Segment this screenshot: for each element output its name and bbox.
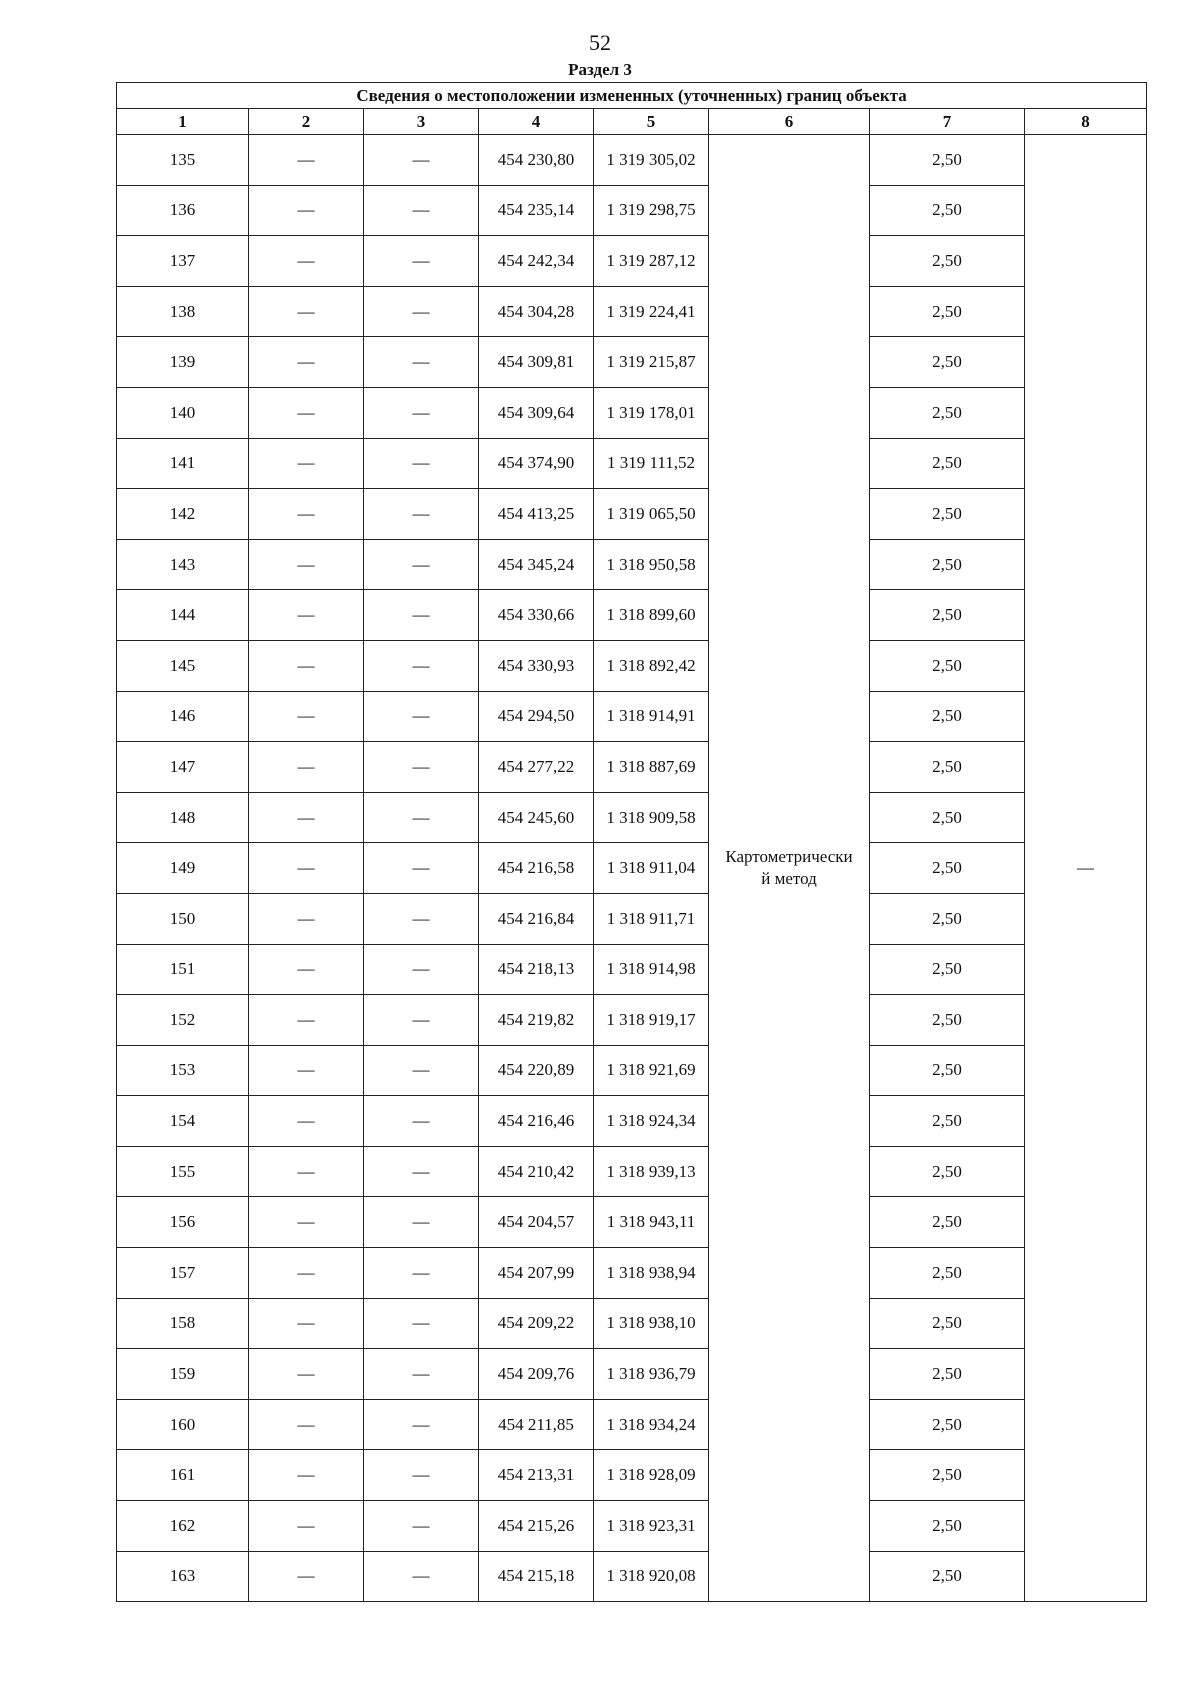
table-row — [117, 1197, 1147, 1248]
point-number-cell: 144 — [117, 590, 249, 641]
accuracy-cell: 2,50 — [870, 1501, 1025, 1552]
table-row — [117, 893, 1147, 944]
accuracy-cell: 2,50 — [870, 539, 1025, 590]
y-coordinate-cell: 1 318 909,58 — [594, 792, 709, 843]
column-2-cell: — — [249, 1450, 364, 1501]
column-header: 4 — [479, 109, 594, 135]
column-3-cell: — — [364, 1045, 479, 1096]
x-coordinate-cell: 454 209,22 — [479, 1298, 594, 1349]
point-number-cell: 147 — [117, 742, 249, 793]
column-3-cell: — — [364, 135, 479, 186]
column-3-cell: — — [364, 843, 479, 894]
method-text-line-1: Картометрически — [725, 847, 853, 867]
y-coordinate-cell: 1 319 298,75 — [594, 185, 709, 236]
x-coordinate-cell: 454 245,60 — [479, 792, 594, 843]
point-number-cell: 136 — [117, 185, 249, 236]
x-coordinate-cell: 454 204,57 — [479, 1197, 594, 1248]
column-3-cell: — — [364, 590, 479, 641]
table-row — [117, 843, 1147, 894]
column-3-cell: — — [364, 1197, 479, 1248]
column-3-cell: — — [364, 539, 479, 590]
y-coordinate-cell: 1 319 305,02 — [594, 135, 709, 186]
table-row — [117, 1096, 1147, 1147]
column-2-cell: — — [249, 843, 364, 894]
y-coordinate-cell: 1 318 911,71 — [594, 893, 709, 944]
point-number-cell: 154 — [117, 1096, 249, 1147]
x-coordinate-cell: 454 242,34 — [479, 236, 594, 287]
column-2-cell: — — [249, 944, 364, 995]
y-coordinate-cell: 1 318 950,58 — [594, 539, 709, 590]
accuracy-cell: 2,50 — [870, 135, 1025, 186]
accuracy-cell: 2,50 — [870, 1045, 1025, 1096]
y-coordinate-cell: 1 319 287,12 — [594, 236, 709, 287]
point-number-cell: 140 — [117, 387, 249, 438]
column-2-cell: — — [249, 135, 364, 186]
column-8-cell: — — [1025, 135, 1147, 1602]
column-2-cell: — — [249, 1349, 364, 1400]
accuracy-cell: 2,50 — [870, 1399, 1025, 1450]
table-row — [117, 590, 1147, 641]
point-number-cell: 141 — [117, 438, 249, 489]
table-row — [117, 337, 1147, 388]
x-coordinate-cell: 454 230,80 — [479, 135, 594, 186]
column-2-cell: — — [249, 893, 364, 944]
column-header: 2 — [249, 109, 364, 135]
accuracy-cell: 2,50 — [870, 1146, 1025, 1197]
point-number-cell: 148 — [117, 792, 249, 843]
column-3-cell: — — [364, 489, 479, 540]
column-3-cell: — — [364, 792, 479, 843]
table-row — [117, 1399, 1147, 1450]
column-3-cell: — — [364, 1551, 479, 1602]
column-2-cell: — — [249, 387, 364, 438]
column-header: 5 — [594, 109, 709, 135]
point-number-cell: 146 — [117, 691, 249, 742]
y-coordinate-cell: 1 318 887,69 — [594, 742, 709, 793]
x-coordinate-cell: 454 309,81 — [479, 337, 594, 388]
point-number-cell: 143 — [117, 539, 249, 590]
table-row — [117, 1146, 1147, 1197]
column-3-cell: — — [364, 1349, 479, 1400]
y-coordinate-cell: 1 319 178,01 — [594, 387, 709, 438]
column-2-cell: — — [249, 236, 364, 287]
column-3-cell: — — [364, 337, 479, 388]
column-3-cell: — — [364, 236, 479, 287]
table-row — [117, 691, 1147, 742]
column-2-cell: — — [249, 792, 364, 843]
x-coordinate-cell: 454 219,82 — [479, 995, 594, 1046]
column-2-cell: — — [249, 1045, 364, 1096]
point-number-cell: 155 — [117, 1146, 249, 1197]
y-coordinate-cell: 1 318 924,34 — [594, 1096, 709, 1147]
column-2-cell: — — [249, 640, 364, 691]
column-3-cell: — — [364, 1146, 479, 1197]
coordinates-table — [116, 82, 1147, 1602]
point-number-cell: 158 — [117, 1298, 249, 1349]
column-3-cell: — — [364, 1298, 479, 1349]
table-body — [117, 135, 1147, 1602]
x-coordinate-cell: 454 218,13 — [479, 944, 594, 995]
column-2-cell: — — [249, 1096, 364, 1147]
x-coordinate-cell: 454 216,46 — [479, 1096, 594, 1147]
column-3-cell: — — [364, 640, 479, 691]
table-row — [117, 438, 1147, 489]
y-coordinate-cell: 1 318 921,69 — [594, 1045, 709, 1096]
x-coordinate-cell: 454 330,93 — [479, 640, 594, 691]
x-coordinate-cell: 454 216,58 — [479, 843, 594, 894]
column-3-cell: — — [364, 944, 479, 995]
x-coordinate-cell: 454 207,99 — [479, 1248, 594, 1299]
column-2-cell: — — [249, 742, 364, 793]
accuracy-cell: 2,50 — [870, 489, 1025, 540]
point-number-cell: 142 — [117, 489, 249, 540]
column-2-cell: — — [249, 590, 364, 641]
accuracy-cell: 2,50 — [870, 893, 1025, 944]
y-coordinate-cell: 1 318 943,11 — [594, 1197, 709, 1248]
table-caption: Сведения о местоположении измененных (уточненных) границ объекта — [117, 83, 1147, 109]
table-row — [117, 742, 1147, 793]
y-coordinate-cell: 1 319 224,41 — [594, 286, 709, 337]
point-number-cell: 135 — [117, 135, 249, 186]
table-row — [117, 995, 1147, 1046]
accuracy-cell: 2,50 — [870, 387, 1025, 438]
table-row — [117, 1501, 1147, 1552]
accuracy-cell: 2,50 — [870, 792, 1025, 843]
column-header: 8 — [1025, 109, 1147, 135]
column-2-cell: — — [249, 1298, 364, 1349]
accuracy-cell: 2,50 — [870, 1551, 1025, 1602]
y-coordinate-cell: 1 319 215,87 — [594, 337, 709, 388]
column-2-cell: — — [249, 185, 364, 236]
accuracy-cell: 2,50 — [870, 944, 1025, 995]
accuracy-cell: 2,50 — [870, 691, 1025, 742]
table-row — [117, 489, 1147, 540]
accuracy-cell: 2,50 — [870, 995, 1025, 1046]
column-2-cell: — — [249, 438, 364, 489]
accuracy-cell: 2,50 — [870, 1197, 1025, 1248]
column-2-cell: — — [249, 1146, 364, 1197]
point-number-cell: 145 — [117, 640, 249, 691]
x-coordinate-cell: 454 413,25 — [479, 489, 594, 540]
column-3-cell: — — [364, 1399, 479, 1450]
accuracy-cell: 2,50 — [870, 1450, 1025, 1501]
accuracy-cell: 2,50 — [870, 640, 1025, 691]
y-coordinate-cell: 1 318 920,08 — [594, 1551, 709, 1602]
x-coordinate-cell: 454 211,85 — [479, 1399, 594, 1450]
accuracy-cell: 2,50 — [870, 1349, 1025, 1400]
y-coordinate-cell: 1 318 923,31 — [594, 1501, 709, 1552]
point-number-cell: 157 — [117, 1248, 249, 1299]
page-number: 52 — [589, 30, 611, 55]
x-coordinate-cell: 454 215,18 — [479, 1551, 594, 1602]
x-coordinate-cell: 454 215,26 — [479, 1501, 594, 1552]
column-2-cell: — — [249, 1399, 364, 1450]
x-coordinate-cell: 454 345,24 — [479, 539, 594, 590]
table-row — [117, 1349, 1147, 1400]
y-coordinate-cell: 1 319 065,50 — [594, 489, 709, 540]
y-coordinate-cell: 1 318 911,04 — [594, 843, 709, 894]
y-coordinate-cell: 1 318 914,98 — [594, 944, 709, 995]
point-number-cell: 151 — [117, 944, 249, 995]
column-2-cell: — — [249, 1551, 364, 1602]
column-2-cell: — — [249, 691, 364, 742]
accuracy-cell: 2,50 — [870, 742, 1025, 793]
y-coordinate-cell: 1 318 938,10 — [594, 1298, 709, 1349]
column-3-cell: — — [364, 185, 479, 236]
y-coordinate-cell: 1 318 914,91 — [594, 691, 709, 742]
table-row — [117, 944, 1147, 995]
accuracy-cell: 2,50 — [870, 590, 1025, 641]
column-2-cell: — — [249, 489, 364, 540]
table-row — [117, 640, 1147, 691]
y-coordinate-cell: 1 318 928,09 — [594, 1450, 709, 1501]
point-number-cell: 139 — [117, 337, 249, 388]
point-number-cell: 137 — [117, 236, 249, 287]
table-row — [117, 1298, 1147, 1349]
x-coordinate-cell: 454 209,76 — [479, 1349, 594, 1400]
method-text-line-2: й метод — [761, 869, 817, 889]
x-coordinate-cell: 454 330,66 — [479, 590, 594, 641]
column-3-cell: — — [364, 1501, 479, 1552]
x-coordinate-cell: 454 235,14 — [479, 185, 594, 236]
column-3-cell: — — [364, 1096, 479, 1147]
y-coordinate-cell: 1 319 111,52 — [594, 438, 709, 489]
point-number-cell: 163 — [117, 1551, 249, 1602]
column-2-cell: — — [249, 286, 364, 337]
column-2-cell: — — [249, 1197, 364, 1248]
point-number-cell: 153 — [117, 1045, 249, 1096]
accuracy-cell: 2,50 — [870, 236, 1025, 287]
column-3-cell: — — [364, 995, 479, 1046]
point-number-cell: 150 — [117, 893, 249, 944]
table-row — [117, 286, 1147, 337]
column-header: 7 — [870, 109, 1025, 135]
x-coordinate-cell: 454 309,64 — [479, 387, 594, 438]
x-coordinate-cell: 454 220,89 — [479, 1045, 594, 1096]
accuracy-cell: 2,50 — [870, 1248, 1025, 1299]
point-number-cell: 162 — [117, 1501, 249, 1552]
x-coordinate-cell: 454 213,31 — [479, 1450, 594, 1501]
column-2-cell: — — [249, 995, 364, 1046]
accuracy-cell: 2,50 — [870, 438, 1025, 489]
point-number-cell: 159 — [117, 1349, 249, 1400]
x-coordinate-cell: 454 374,90 — [479, 438, 594, 489]
table-row — [117, 1450, 1147, 1501]
accuracy-cell: 2,50 — [870, 185, 1025, 236]
table-row — [117, 539, 1147, 590]
column-3-cell: — — [364, 691, 479, 742]
column-3-cell: — — [364, 387, 479, 438]
x-coordinate-cell: 454 277,22 — [479, 742, 594, 793]
y-coordinate-cell: 1 318 939,13 — [594, 1146, 709, 1197]
table-row — [117, 1551, 1147, 1602]
point-number-cell: 149 — [117, 843, 249, 894]
y-coordinate-cell: 1 318 919,17 — [594, 995, 709, 1046]
column-3-cell: — — [364, 438, 479, 489]
accuracy-cell: 2,50 — [870, 286, 1025, 337]
point-number-cell: 161 — [117, 1450, 249, 1501]
column-header: 6 — [709, 109, 870, 135]
y-coordinate-cell: 1 318 892,42 — [594, 640, 709, 691]
table-row — [117, 1045, 1147, 1096]
accuracy-cell: 2,50 — [870, 337, 1025, 388]
y-coordinate-cell: 1 318 899,60 — [594, 590, 709, 641]
x-coordinate-cell: 454 210,42 — [479, 1146, 594, 1197]
column-3-cell: — — [364, 1248, 479, 1299]
column-header-row — [117, 109, 1147, 135]
section-title: Раздел 3 — [568, 60, 632, 79]
table-row — [117, 1248, 1147, 1299]
column-3-cell: — — [364, 286, 479, 337]
accuracy-cell: 2,50 — [870, 1298, 1025, 1349]
column-3-cell: — — [364, 1450, 479, 1501]
column-2-cell: — — [249, 337, 364, 388]
accuracy-cell: 2,50 — [870, 1096, 1025, 1147]
x-coordinate-cell: 454 304,28 — [479, 286, 594, 337]
column-3-cell: — — [364, 742, 479, 793]
table-row — [117, 236, 1147, 287]
point-number-cell: 156 — [117, 1197, 249, 1248]
accuracy-cell: 2,50 — [870, 843, 1025, 894]
table-row — [117, 185, 1147, 236]
column-header: 1 — [117, 109, 249, 135]
x-coordinate-cell: 454 216,84 — [479, 893, 594, 944]
x-coordinate-cell: 454 294,50 — [479, 691, 594, 742]
table-row — [117, 792, 1147, 843]
y-coordinate-cell: 1 318 934,24 — [594, 1399, 709, 1450]
column-2-cell: — — [249, 1501, 364, 1552]
point-number-cell: 152 — [117, 995, 249, 1046]
y-coordinate-cell: 1 318 936,79 — [594, 1349, 709, 1400]
column-3-cell: — — [364, 893, 479, 944]
point-number-cell: 138 — [117, 286, 249, 337]
table-row — [117, 135, 1147, 186]
y-coordinate-cell: 1 318 938,94 — [594, 1248, 709, 1299]
table-row — [117, 387, 1147, 438]
point-number-cell: 160 — [117, 1399, 249, 1450]
column-header: 3 — [364, 109, 479, 135]
method-cell — [709, 135, 870, 1602]
column-2-cell: — — [249, 1248, 364, 1299]
column-2-cell: — — [249, 539, 364, 590]
